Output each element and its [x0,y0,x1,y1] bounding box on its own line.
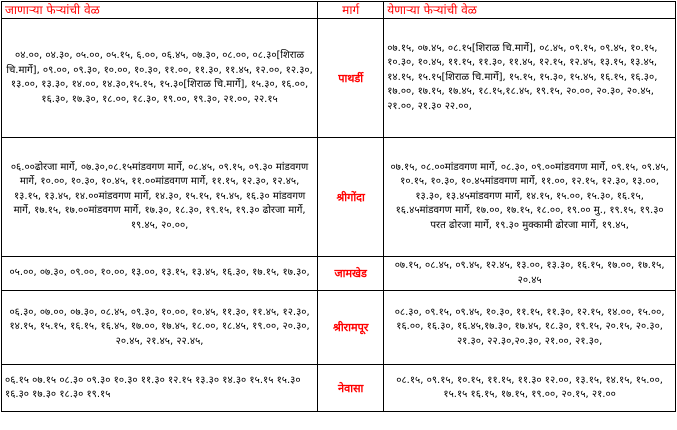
route-name-cell [318,19,384,138]
header-arriving-times: येणाऱ्या फेऱ्यांची वेळ [384,2,676,19]
route-name: पाथर्डी [338,71,364,85]
arriving-times-cell: ०७.१५, ०८.४५, ०९.४५, १२.४५, १३.००, १३.३०, १६.१५, १७.००, १७.१५, २०.४५ [384,257,676,291]
departing-times-cell: ०६.१५ ०७.१५ ०८.३० ०९.३० १०.३० ११.३० १२.१५ १३.३० १४.३० १५.१५ १५.३० १६.३० १७.३० १८.३० १९.१५ [2,365,318,412]
bus-timetable [1,1,676,412]
departing-times-cell: ०६.३०, ०७.००, ०७.३०, ०८.४५, ०९.३०, १०.००, १०.४५, ११.३०, ११.४५, १२.३०, १४.१५, १५.१५, १६.१५, १६.४५, १७.००, १७.४५, १८.००, १८.४५, १९.००, २०.३०, २०.४५, २१.४५, २२.४५, [2,291,318,365]
route-name-cell [318,291,384,365]
arriving-times-cell: ०८.३०, ०९.१५, ०९.४५, १०.३०, ११.१५, ११.३०, १२.१५, १४.००, १५.००, १६.००, १६.३०, १६.४५,१७.३०, १७.४५, १८.३०, १९.१५, २०.१५, २०.३०, २१.३०, २२.३०,२०.३०, २१.००, २१.३०, [384,291,676,365]
route-row-newasa [2,365,676,412]
arriving-times-cell: ०८.१५, ०९.१५, १०.१५, ११.१५, ११.३० १२.००, १३.१५, १४.१५, १५.००, १५.१५ १६.१५, १७.१५, १९.००, २०.१५, २१.०० [384,365,676,412]
route-name: नेवासा [338,381,364,395]
route-name-cell [318,365,384,412]
departing-times-cell: ०५.००, ०७.३०, ०९.००, १०.००, १३.००, १३.१५, १३.४५, १६.३०, १७.१५, १७.३०, [2,257,318,291]
route-name-cell [318,138,384,257]
route-row-shrigonda [2,138,676,257]
departing-times-cell: ०४.००, ०४.३०, ०५.००, ०५.१५, ६.००, ०६.४५, ०७.३०, ०८.००, ०८.३०[शिराळ चि.मार्गे], ०९.००, ०९.३०, १०.००, १०.३०, ११.००, ११.३०, ११.४५, १२.००, १२.३०, १३.००, १३.३०, १४.००, १४.३०,१५.१५, १५.३०[शिराळ चि.मार्गे], १५.३०, १६.००, १६.३०, १७.३०, १८.००, १८.३०, १९.००, १९.३०, २१.००, २२.१५ [2,19,318,138]
route-name-cell [318,257,384,291]
arriving-times-cell: ०७.१५, ०७.४५, ०८.१५[शिराळ चि.मार्गे], ०८.४५, ०९.१५, ०९.४५, १०.१५, १०.३०, १०.४५, ११.१५, ११.३०, ११.४५, १२.१५, १२.४५, १३.१५, १३.४५, १४.१५, १५.१५[शिराळ चि.मार्गे], १५.१५, १५.३०, १५.४५, १६.१५, १६.३०, १७.००, १७.१५, १७.४५, १८.१५,१८.४५, १९.१५, २०.००, २०.३०, २०.४५, २१.००, २१.३० २२.००, [384,19,676,138]
route-name: जामखेड [334,267,367,280]
route-row-jamkhed [2,257,676,291]
header-row [2,2,676,19]
route-name: श्रीगोंदा [336,190,365,204]
route-row-shrirampur [2,291,676,365]
arriving-times-cell: ०७.१५, ०८.००मांडवगण मार्गे, ०८.३०, ०९.००मांडवगण मार्गे, ०९.१५, ०९.४५, १०.१५, १०.३०, १०.४५मांडवगण मार्गे, ११.००, १२.१५, १२.३०, १३.००, १३.३०, १३.४५मांडवगण मार्गे, १४.१५, १५.००, १५.३०, १६.१५, १६.४५मांडवगण मार्गे, १७.००, १७.१५, १८.००, १९.०० मु., १९.१५, १९.३० परत ढोरजा मार्गे, १९.३० मुक्कामी ढोरजा मार्गे, १९.४५, [384,138,676,257]
route-row-pathardi [2,19,676,138]
route-name: श्रीरामपूर [333,321,369,334]
header-departing-times: जाणाऱ्या फेऱ्यांची वेळ [2,2,318,19]
header-route: मार्ग [318,2,384,19]
departing-times-cell: ०६.००ढोरजा मार्गे, ०७.३०,०८.१५मांडवगण मार्गे, ०८.४५, ०९.१५, ०९.३० मांडवगण मार्गे, १०.००, १०.३०, १०.४५, ११.००मांडवगण मार्गे, ११.१५, १२.३०, १२.४५, १३.१५, १३.४५, १४.००मांडवगण मार्गे, १४.३०, १५.१५, १५.४५, १६.३० मांडवगण मार्गे, १७.१५, १७.००मांडवगण मार्गे, १७.३०, १८.३०, १९.१५, १९.३० ढोरजा मार्गे, १९.४५, २०.००, [2,138,318,257]
